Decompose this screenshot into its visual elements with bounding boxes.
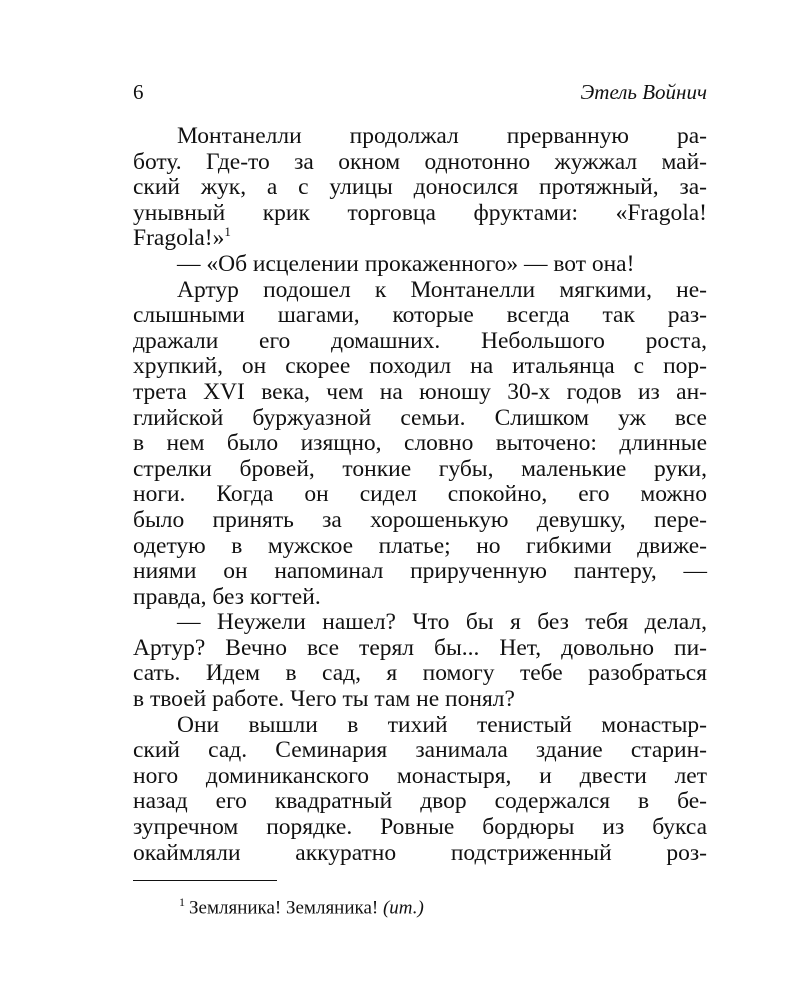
footnote-language-note: (ит.) <box>382 897 424 919</box>
text-line: было принять за хорошенькую девушку, пере- <box>133 506 707 533</box>
text-line: ного доминиканского монастыря, и двести лет <box>133 762 707 789</box>
text-line-content: Fragola!» <box>133 225 225 252</box>
footnote-marker: 1 <box>179 895 185 910</box>
book-page <box>133 78 707 920</box>
text-line: Артур? Вечно все терял бы... Нет, довольно пи- <box>133 634 707 661</box>
text-line: унывный крик торговца фруктами: «Fragola! <box>133 199 707 226</box>
text-line: ский жук, а с улицы доносился протяжный, за- <box>133 174 707 201</box>
text-line: слышными шагами, которые всегда так раз- <box>133 302 707 329</box>
text-line: Монтанелли продолжал прерванную ра- <box>177 123 707 149</box>
footnote-reference: 1 <box>224 224 231 240</box>
text-line: одетую в мужское платье; но гибкими движе- <box>133 532 707 559</box>
page-number: 6 <box>133 80 144 104</box>
footnote-text: Земляника! Земляника! <box>189 897 379 919</box>
text-line: стрелки бровей, тонкие губы, маленькие руки, <box>133 455 707 482</box>
text-line: — Неужели нашел? Что бы я без тебя делал, <box>177 609 707 636</box>
text-line: Артур подошел к Монтанелли мягкими, не- <box>177 276 707 303</box>
text-line: в нем было изящно, словно выточено: длинные <box>133 430 707 457</box>
text-line: ноги. Когда он сидел спокойно, его можно <box>133 481 707 508</box>
running-head-author: Этель Войнич <box>580 80 707 104</box>
text-line: в твоей работе. Чего ты там не понял? <box>133 686 515 713</box>
text-line: трета XVI века, чем на юношу 30-х годов из ан- <box>133 378 707 405</box>
text-line: зупречном порядке. Ровные бордюры из букса <box>133 814 707 841</box>
text-line: боту. Где-то за окном однотонно жужжал май- <box>133 148 707 175</box>
text-line: назад его квадратный двор содержался в бе- <box>133 788 707 815</box>
text-line: ниями он напоминал прирученную пантеру, — <box>133 558 707 585</box>
text-line-with-footnote <box>133 226 707 252</box>
text-line: Они вышли в тихий тенистый монастыр- <box>177 711 707 738</box>
text-line: сать. Идем в сад, я помогу тебе разобраться <box>133 660 707 687</box>
footnote <box>133 891 707 919</box>
body-text <box>133 124 707 866</box>
text-line: глийской буржуазной семьи. Слишком уж все <box>133 404 707 431</box>
text-line: ский сад. Семинария занимала здание старин- <box>133 737 707 764</box>
text-line: окаймляли аккуратно подстриженный роз- <box>133 839 707 866</box>
text-line: правда, без когтей. <box>133 583 321 610</box>
text-line: дражали его домашних. Небольшого роста, <box>133 327 707 354</box>
page-header <box>133 78 707 108</box>
text-line: хрупкий, он скорее походил на итальянца с пор- <box>133 353 707 380</box>
footnote-divider <box>133 880 277 881</box>
text-line: — «Об исцелении прокаженного» — вот она! <box>177 250 635 277</box>
